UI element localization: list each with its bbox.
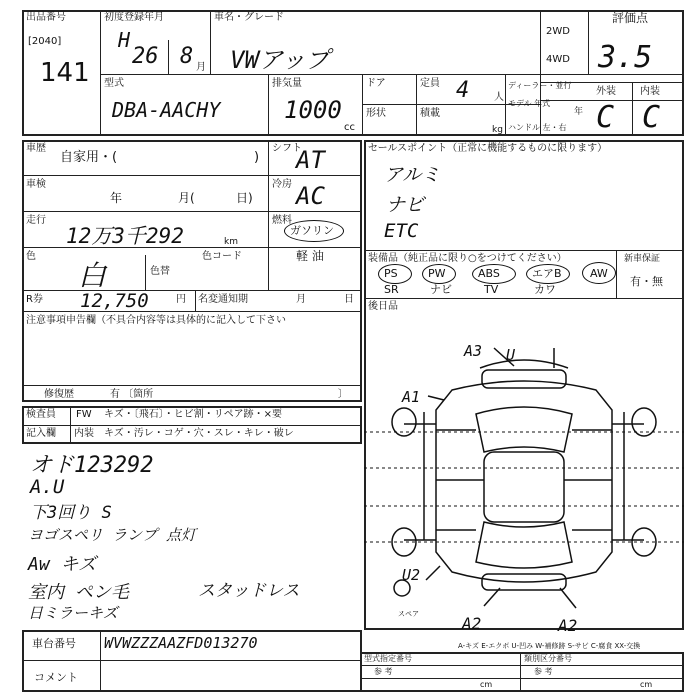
equip-sr: SR (384, 283, 399, 296)
aircon-label: 冷房 (272, 179, 292, 190)
history-close: ) (254, 150, 260, 165)
era: H (118, 28, 131, 52)
bottom-cm-2: cm (640, 680, 653, 689)
seats-unit: 人 (494, 92, 504, 103)
selling-line-1: アルミ (384, 164, 441, 186)
lot-label: 出品番号 (26, 12, 66, 23)
exterior-value: C (596, 100, 615, 135)
mark-u: U (506, 346, 516, 364)
note-under: 下3回り S (30, 503, 112, 523)
mark-a1: A1 (402, 388, 421, 406)
inspection-month: 月( (178, 191, 195, 205)
type-value: DBA-AACHY (112, 98, 221, 122)
equipment-label: 装備品（純正品に限り○をつけてください） (368, 253, 567, 264)
middle-left-frame (22, 140, 362, 402)
equip-leather: カワ (534, 283, 556, 296)
note-odo: オド123292 (30, 453, 154, 478)
displacement-value: 1000 (284, 96, 342, 124)
mileage-label: 走行 (26, 215, 46, 226)
equip-ps: PS (384, 267, 398, 280)
note-au: A.U (30, 476, 65, 498)
fuel-value: ガソリン (290, 224, 334, 237)
note-lamp: ヨゴスペリ ランプ 点灯 (28, 526, 197, 544)
color-label: 色 (26, 251, 36, 262)
damage-legend: A-キズ E-エクボ U-凹み W-補修跡 S-サビ C-腐食 XX-交換 (458, 642, 641, 650)
shift-value: AT (296, 146, 325, 174)
drive-2wd: 2WD (546, 26, 570, 37)
color-code-label: 色コード (202, 251, 242, 262)
notes-label: 注意事項申告欄（不具合内容等は具体的に記入して下さい (26, 315, 286, 326)
exterior-label: 外装 (596, 86, 616, 97)
notice-day: 日 (344, 294, 354, 305)
mark-a2-right: A2 (558, 616, 578, 635)
seats-label: 定員 (420, 78, 440, 89)
warranty-value: 有・無 (630, 275, 663, 288)
history-label: 車歴 (26, 143, 46, 154)
repair-label: 修復歴 (44, 389, 74, 400)
equip-airbag: エアB (532, 267, 562, 280)
color-value: 白 (78, 259, 107, 292)
chassis-value: WVWZZZAAZFD013270 (104, 634, 258, 652)
bottom-ref-1: 参 考 (374, 667, 393, 676)
shape-label: 形状 (366, 108, 386, 119)
selling-line-2: ナビ (386, 194, 425, 216)
note-studless: スタッドレス (198, 581, 300, 601)
aircon-value: AC (296, 182, 325, 210)
shift-label: シフト (272, 143, 302, 154)
inspector-label-1: 検査員 (26, 409, 56, 420)
after-label: 後日品 (368, 301, 398, 312)
model-label: 車名・グレード (214, 12, 284, 23)
displacement-unit: cc (344, 122, 355, 133)
bottom-confirm-2: 類別区分番号 (524, 654, 572, 663)
mark-a3: A3 (464, 342, 483, 360)
inspection-day: 日) (236, 191, 253, 205)
spare-label: スペア (398, 610, 419, 618)
reg-year: 26 (132, 44, 159, 69)
load-label: 積載 (420, 108, 440, 119)
interior-label: 内装 (640, 86, 660, 97)
door-label: ドア (366, 78, 386, 89)
mark-a2-left: A2 (462, 614, 482, 633)
inspector-fw: FW (76, 409, 92, 420)
inspector-label-2: 記入欄 (26, 428, 56, 439)
notice-label: 名変通知期 (198, 294, 248, 305)
selling-line-3: ETC (384, 220, 419, 242)
chassis-label: 車台番号 (32, 637, 76, 650)
equip-aw: AW (590, 267, 608, 280)
equip-navi: ナビ (430, 283, 452, 296)
grade-label: 評価点 (612, 11, 649, 25)
seats-value: 4 (456, 78, 470, 103)
inspector-inner: 内装 (74, 428, 94, 439)
equip-abs: ABS (478, 267, 500, 280)
warranty-label: 新車保証 (624, 254, 661, 264)
history-value: 自家用・( (60, 150, 118, 165)
displacement-label: 排気量 (272, 78, 302, 89)
load-unit: kg (492, 125, 503, 135)
comment-label: コメント (34, 671, 78, 684)
model-value: VWアップ (230, 46, 330, 74)
bottom-cm-1: cm (480, 680, 493, 689)
mileage-value: 12万3千292 (66, 224, 184, 248)
type-label: 型式 (104, 78, 124, 89)
repair-close: 〕 (338, 389, 348, 400)
inspection-label: 車検 (26, 179, 46, 190)
selling-label: セールスポイント（正常に機能するものに限ります） (368, 143, 608, 154)
notice-month: 月 (296, 294, 306, 305)
handle-label: ハンドル 左・右 (508, 123, 567, 132)
note-mirror: 日ミラーキズ (28, 604, 118, 622)
model-year-unit: 年 (574, 107, 584, 117)
equip-pw: PW (428, 267, 446, 280)
car-damage-diagram (364, 330, 684, 620)
note-interior: 室内 ペン毛 (28, 582, 129, 603)
inspection-year: 年 (110, 191, 123, 205)
bottom-ref-2: 参 考 (534, 667, 553, 676)
first-reg-label: 初度登録年月 (104, 12, 164, 23)
repair-value: 有 〔箇所 (110, 389, 154, 400)
grade-value: 3.5 (598, 40, 653, 75)
mileage-unit: km (224, 237, 238, 247)
color-change-label: 色替 (150, 266, 170, 277)
recycle-label: R券 (26, 294, 43, 305)
drive-4wd: 4WD (546, 54, 570, 65)
model-year-label: モデル 年式 (508, 99, 551, 108)
inspector-row-2: キズ・汚レ・コゲ・穴・スレ・キレ・破レ (104, 428, 294, 439)
bottom-confirm-1: 型式指定番号 (364, 654, 412, 663)
reg-month-unit: 月 (196, 62, 206, 73)
dealer-label: ディーラー・並行 (508, 81, 572, 90)
fuel-option: 軽 油 (296, 249, 324, 263)
reg-month: 8 (180, 44, 194, 69)
recycle-unit: 円 (176, 294, 186, 305)
lot-number: 141 (40, 58, 90, 88)
lot-sub: [2040] (28, 36, 62, 47)
inspector-row-1: キズ・〔飛石〕・ヒビ割・リペア跡・×要 (104, 409, 282, 420)
recycle-value: 12,750 (80, 290, 149, 312)
interior-value: C (642, 100, 661, 135)
mark-u2: U2 (402, 566, 421, 584)
note-aw: Aw キズ (28, 554, 97, 575)
equip-tv: TV (484, 283, 499, 296)
fuel-label: 燃料 (272, 215, 292, 226)
